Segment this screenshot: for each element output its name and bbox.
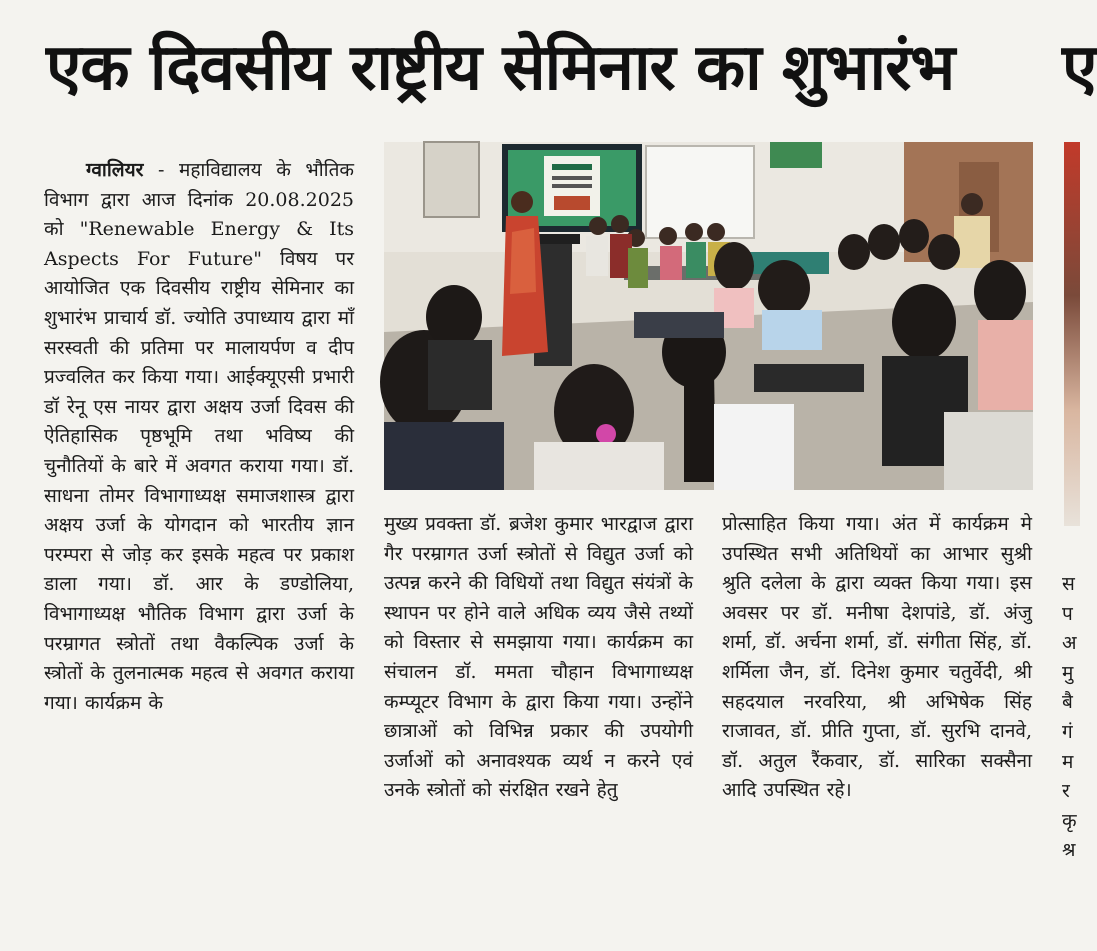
article-column-3 [722, 510, 1032, 806]
column-1-body: - महाविद्यालय के भौतिक विभाग द्वारा आज दिनांक 20.08.2025 को "Renewable Energy & Its Aspects For Future" विषय पर आयोजित एक दिवसीय राष्ट्रीय सेमिनार का शुभारंभ प्राचार्य डॉ. ज्योति उपाध्याय द्वारा माँ सरस्वती की प्रतिमा पर मालायर्पण व दीप प्रज्वलित कर किया गया। आईक्यूएसी प्रभारी डॉ रेनू एस नायर द्वारा अक्षय उर्जा दिवस की ऐतिहासिक पृष्ठभूमि तथा भविष्य की चुनौतियों के बारे में अवगत कराया गया। डॉ. साधना तोमर विभागाध्यक्ष समाजशास्त्र द्वारा अक्षय उर्जा के योगदान को भारतीय ज्ञान परम्परा से जोड़ कर इसके महत्व पर प्रकाश डाला गया। डॉ. आर के डण्डोलिया, विभागाध्यक्ष भौतिक विभाग द्वारा उर्जा के परम्रागत स्त्रोतों तथा वैकल्पिक उर्जा के स्त्रोतों के तुलनात्मक महत्व से अवगत कराया गया। कार्यक्रम के [44, 159, 354, 714]
adjacent-article-text-fragment [1062, 570, 1080, 930]
clipped-char: कृ [1062, 809, 1077, 832]
seminar-photo [384, 142, 1033, 490]
clipped-char: अ [1062, 632, 1077, 655]
clipped-char: मु [1062, 661, 1074, 684]
clipped-char: प [1062, 602, 1073, 625]
clipped-char: र [1062, 780, 1070, 803]
next-article-headline-fragment: ए [1062, 31, 1097, 105]
clipped-char: गं [1062, 720, 1073, 743]
column-3-body: प्रोत्साहित किया गया। अंत में कार्यक्रम मे उपस्थित सभी अतिथियों का आभार सुश्री श्रुति दलेला के द्वारा व्यक्त किया गया। इस अवसर पर डॉ. मनीषा देशपांडे, डॉ. अंजु शर्मा, डॉ. अर्चना शर्मा, डॉ. संगीता सिंह, डॉ. शर्मिला जैन, डॉ. दिनेश कुमार चतुर्वेदी, श्री सहदयाल नरवरिया, श्री अभिषेक सिंह राजावत, डॉ. प्रीति गुप्ता, डॉ. सुरभि दानवे, डॉ. अतुल रैंकवार, डॉ. सारिका सक्सैना आदि उपस्थित रहे। [722, 513, 1032, 802]
column-1-text [44, 156, 354, 718]
clipped-char: म [1062, 750, 1074, 773]
dateline: ग्वालियर [86, 159, 144, 181]
article-column-1 [44, 156, 354, 718]
clipped-char: बै [1062, 691, 1073, 714]
headline: एक दिवसीय राष्ट्रीय सेमिनार का शुभारंभ [46, 31, 955, 105]
adjacent-article-photo-fragment [1064, 142, 1080, 526]
seminar-photo-illustration [384, 142, 1033, 490]
article-column-2 [384, 510, 693, 806]
column-2-body: मुख्य प्रवक्ता डॉ. ब्रजेश कुमार भारद्वाज द्वारा गैर परम्रागत उर्जा स्त्रोतों से विद्युत उर्जा को उत्पन्न करने की विधियों तथा विद्युत संयंत्रों के स्थापन पर होने वाले अधिक व्यय जैसे तथ्यों को विस्तार से समझाया गया। कार्यक्रम का संचालन डॉ. ममता चौहान विभागाध्यक्ष कम्प्यूटर विभाग के द्वारा किया गया। उन्होंने छात्राओं को विभिन्न प्रकार की उपयोगी उर्जाओं को अनावश्यक व्यर्थ न करने एवं उनके स्त्रोतों को संरक्षित रखने हेतु [384, 513, 693, 802]
clipped-char: स [1062, 573, 1075, 595]
clipped-char: श्र [1062, 839, 1076, 862]
